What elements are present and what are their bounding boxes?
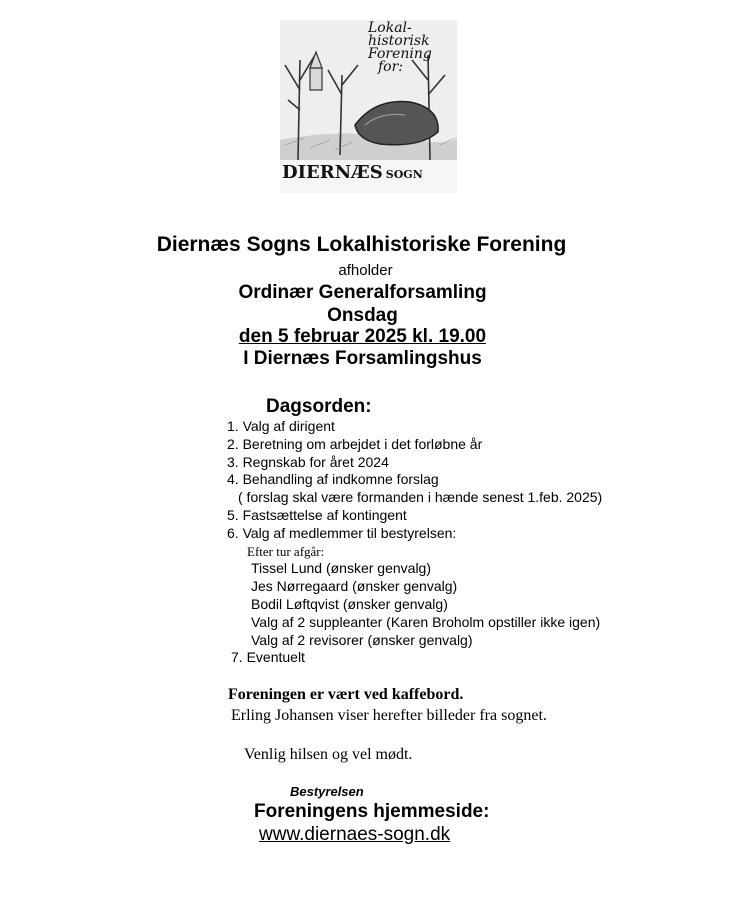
candidate-item: Valg af 2 suppleanter (Karen Broholm opstiller ikke igen) [251,613,601,630]
logo-sogn-text: SOGN [385,168,423,181]
agenda-note: ( forslag skal være formanden i hænde senest 1.feb. 2025) [238,489,603,506]
agenda-heading: Dagsorden: [266,396,372,417]
agenda-item: 2. Beretning om arbejdet i det forløbne år [227,435,483,452]
website-link[interactable]: www.diernaes-sogn.dk [259,824,451,845]
agenda-item: 7. Eventuelt [231,649,305,666]
association-logo [280,20,457,193]
candidate-item: Tissel Lund (ønsker genvalg) [251,560,432,577]
website-heading: Foreningens hjemmeside: [254,801,490,822]
agenda-list [227,418,602,667]
event-day: Onsdag [327,305,398,326]
candidate-item: Valg af 2 revisorer (ønsker genvalg) [251,631,473,648]
candidate-item: Bodil Løftqvist (ønsker genvalg) [251,595,448,612]
agenda-subheading: Efter tur afgår: [247,543,325,559]
logo-line: for: [378,59,404,75]
association-title: Diernæs Sogns Lokalhistoriske Forening [156,233,567,256]
greeting: Venlig hilsen og vel mødt. [244,746,413,763]
agenda-item: 4. Behandling af indkomne forslag [227,471,439,488]
logo-name-text: DIERNÆS [282,162,383,183]
logo-line: Lokal- [368,20,412,36]
event-date-text: den 5 februar 2025 kl. 19.00 [238,326,487,347]
signature-bestyrelsen: Bestyrelsen [290,784,364,799]
slideshow-note: Erling Johansen viser herefter billeder fra sognet. [231,707,547,724]
agenda-item: 1. Valg af dirigent [227,418,335,434]
event-title: Ordinær Generalforsamling [238,282,487,303]
agenda-item: 5. Fastsættelse af kontingent [227,506,407,523]
agenda-item: 3. Regnskab for året 2024 [227,453,389,470]
logo-title-text [368,22,432,74]
logo-line: Forening [368,46,432,62]
afholder-text: afholder [338,262,393,279]
candidate-item: Jes Nørregaard (ønsker genvalg) [251,578,458,595]
event-place: I Diernæs Forsamlingshus [243,348,482,369]
logo-line: historisk [368,33,430,49]
event-date [0,326,728,348]
agenda-item: 6. Valg af medlemmer til bestyrelsen: [227,524,457,541]
coffee-note: Foreningen er vært ved kaffebord. [228,686,464,703]
logo-name [282,162,423,183]
